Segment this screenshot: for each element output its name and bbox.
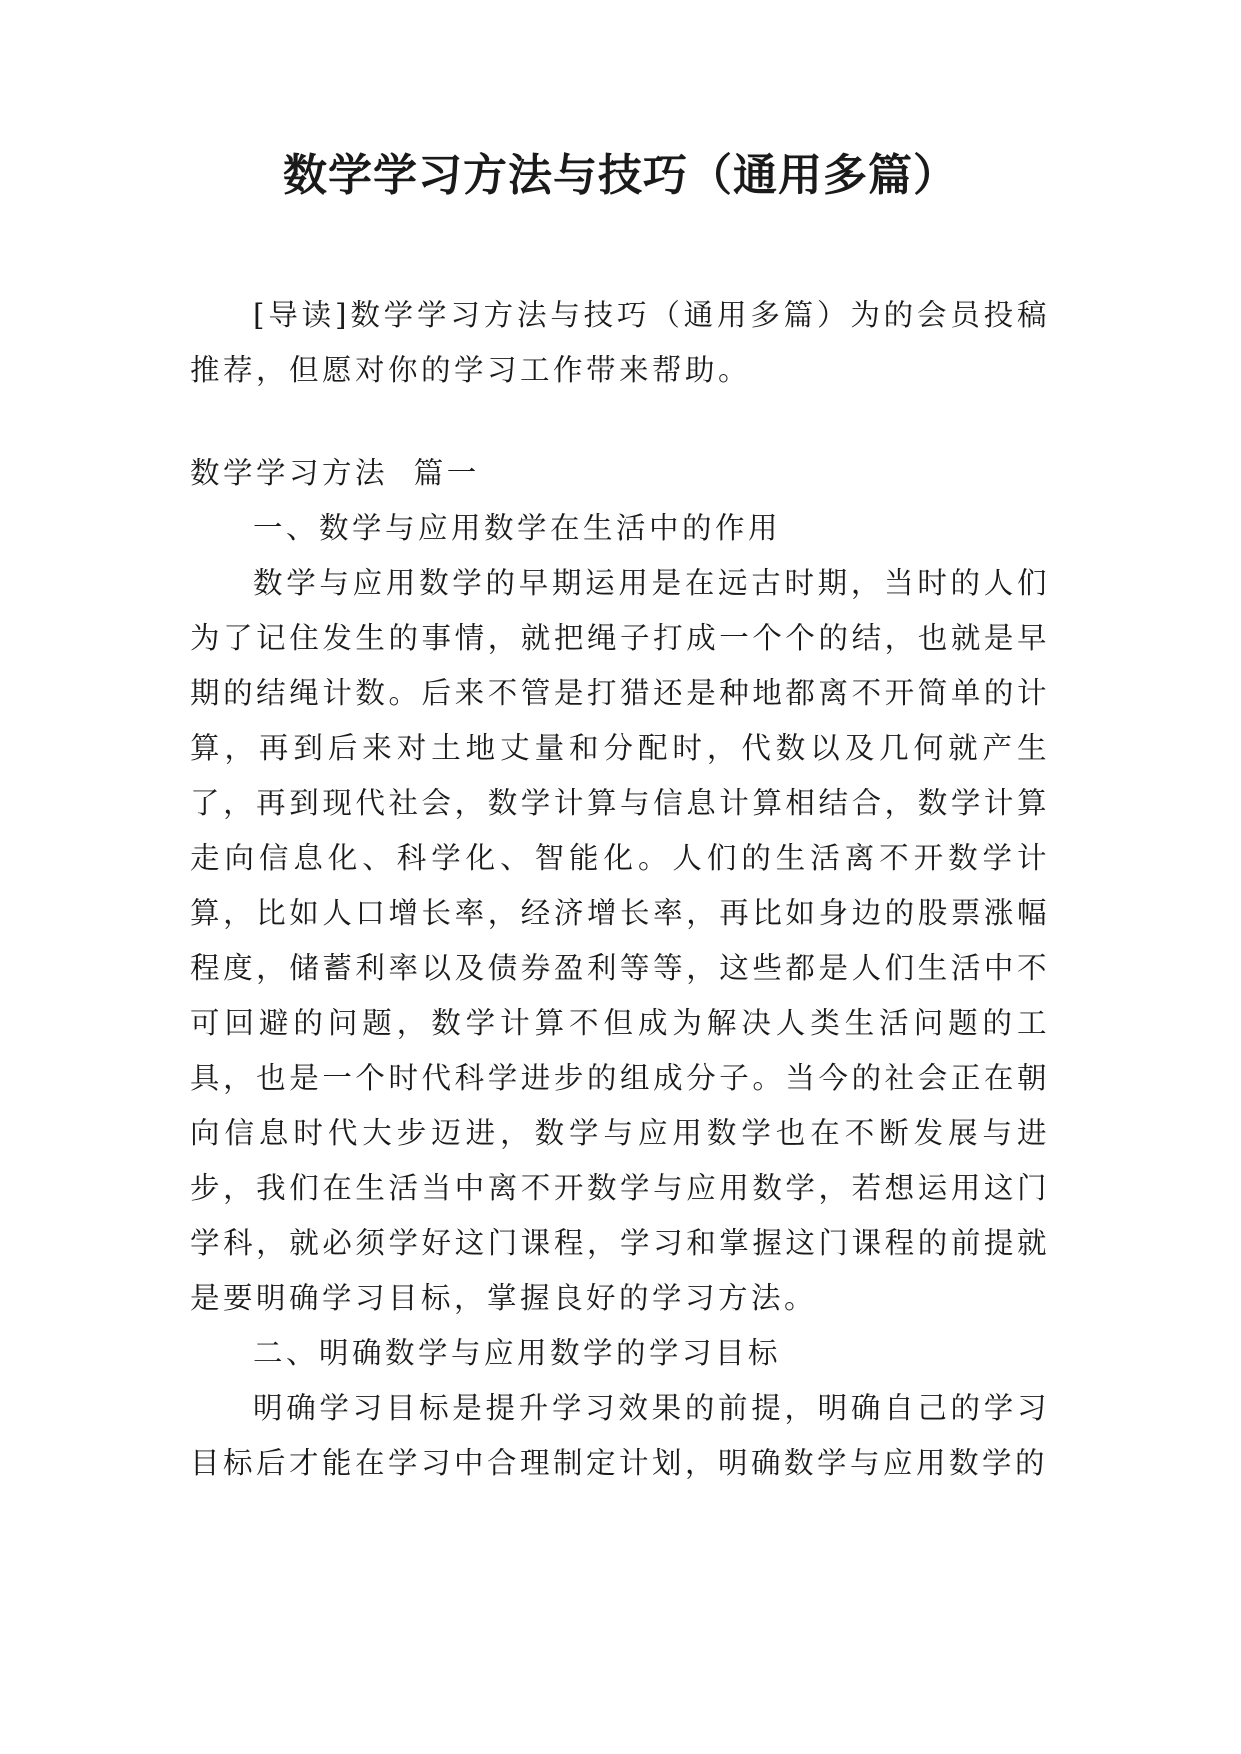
intro-paragraph: [导读]数学学习方法与技巧（通用多篇）为的会员投稿推荐，但愿对你的学习工作带来帮助。 [190, 298, 1050, 387]
document-title: 数学学习方法与技巧（通用多篇） [283, 150, 958, 201]
section-title: 数学学习方法 篇一 [190, 456, 480, 490]
spacer [190, 398, 1050, 446]
heading-2: 二、明确数学与应用数学的学习目标 [253, 1336, 782, 1370]
paragraph-1: 数学与应用数学的早期运用是在远古时期，当时的人们为了记住发生的事情，就把绳子打成一个个的结，也就是早期的结绳计数。后来不管是打猎还是种地都离不开简单的计算，再到后来对土地丈量和分配时，代数以及几何就产生了，再到现代社会，数学计算与信息计算相结合，数学计算走向信息化、科学化、智能化。人们的生活离不开数学计算，比如人口增长率，经济增长率，再比如身边的股票涨幅程度，储蓄利率以及债券盈利等等，这些都是人们生活中不可回避的问题，数学计算不但成为解决人类生活问题的工具，也是一个时代科学进步的组成分子。当今的社会正在朝向信息时代大步迈进，数学与应用数学也在不断发展与进步，我们在生活当中离不开数学与应用数学，若想运用这门学科，就必须学好这门课程，学习和掌握这门课程的前提就是要明确学习目标，掌握良好的学习方法。 [190, 566, 1050, 1315]
paragraph-2: 明确学习目标是提升学习效果的前提，明确自己的学习目标后才能在学习中合理制定计划，明确数学与应用数学的 [190, 1391, 1050, 1480]
document-body [190, 288, 1050, 1491]
heading-1: 一、数学与应用数学在生活中的作用 [253, 511, 782, 545]
